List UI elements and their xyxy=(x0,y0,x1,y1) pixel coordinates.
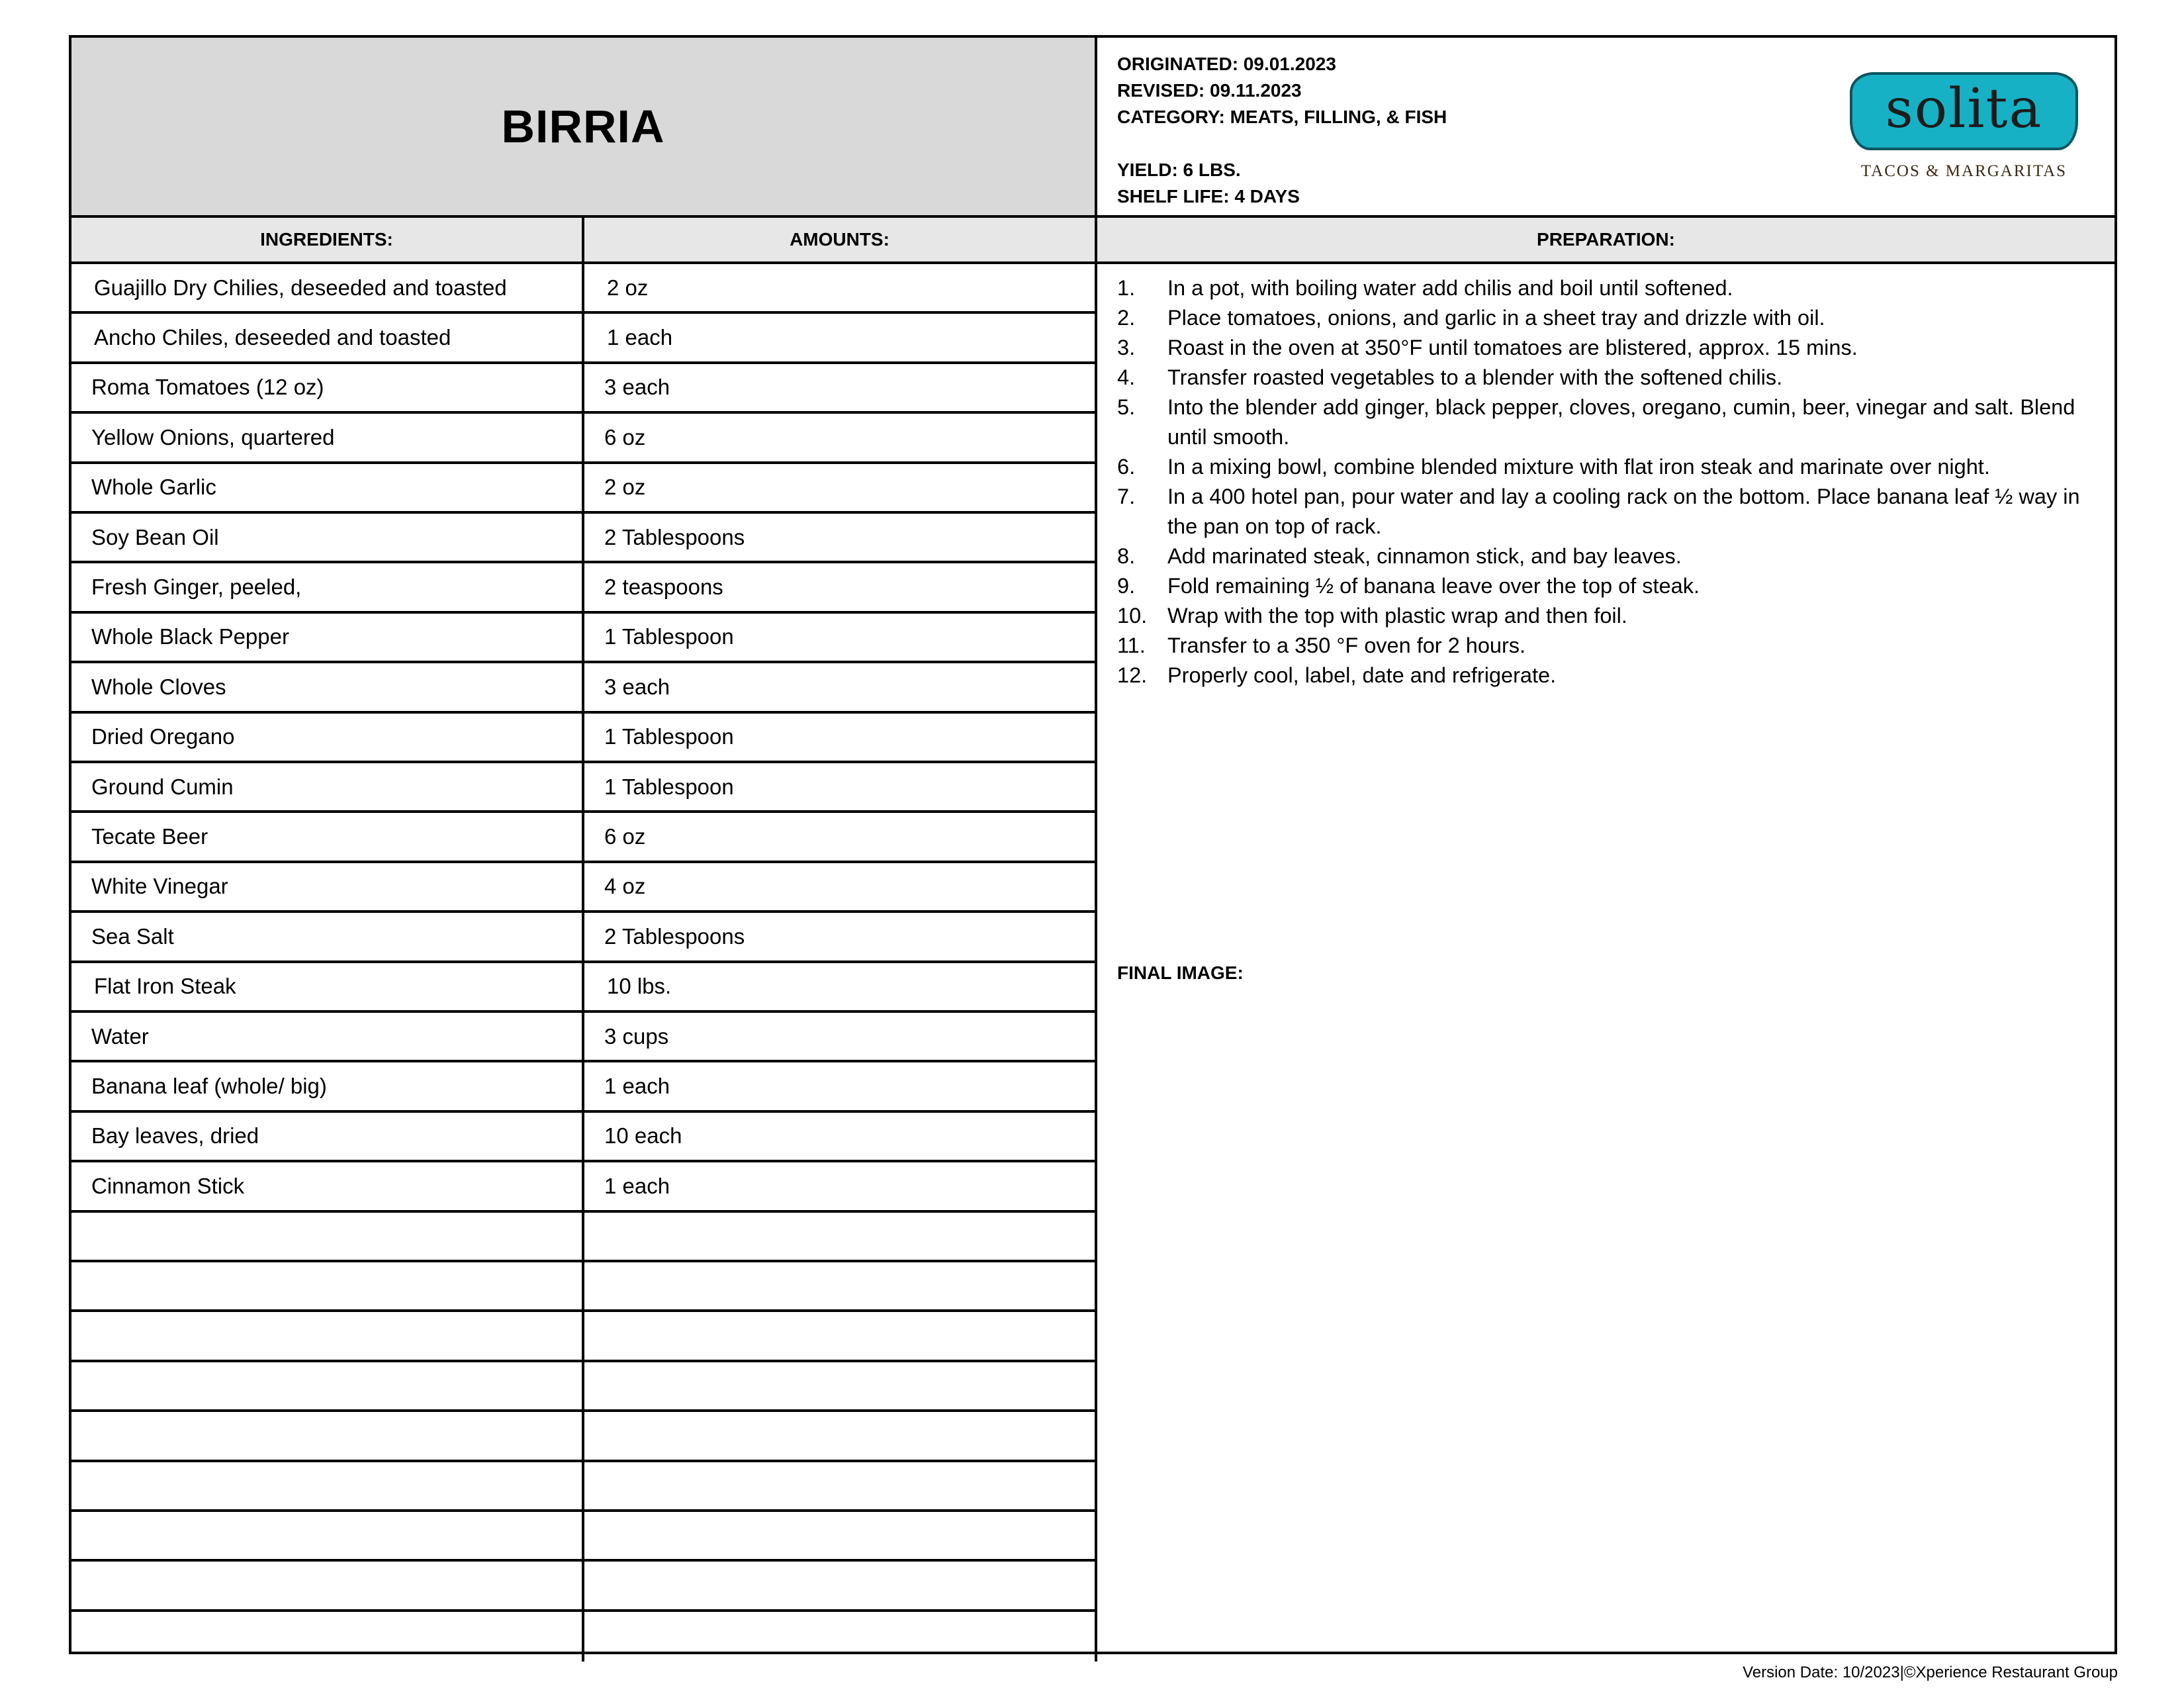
ingredient-amount: 2 Tablespoons xyxy=(584,514,1097,561)
preparation-steps xyxy=(1117,273,2088,690)
ingredient-amount: 4 oz xyxy=(584,863,1097,910)
ingredient-name: Whole Garlic xyxy=(71,464,584,511)
preparation-step xyxy=(1117,273,2088,303)
table-row xyxy=(71,763,1097,813)
ingredient-amount: 6 oz xyxy=(584,414,1097,461)
meta-cell xyxy=(1097,38,2115,218)
table-row xyxy=(71,1162,1097,1212)
table-row xyxy=(71,1062,1097,1112)
step-number: 3. xyxy=(1117,336,1136,359)
ingredient-name: Whole Cloves xyxy=(71,663,584,710)
table-row xyxy=(71,963,1097,1013)
table-row xyxy=(71,714,1097,763)
table-row xyxy=(71,264,1097,314)
title-cell xyxy=(71,38,1097,218)
ingredient-name: Guajillo Dry Chilies, deseeded and toasted xyxy=(71,264,584,311)
ingredient-name xyxy=(71,1462,584,1509)
preparation-step xyxy=(1117,452,2088,482)
ingredient-amount xyxy=(584,1462,1097,1509)
table-row xyxy=(71,1512,1097,1562)
ingredient-name: Whole Black Pepper xyxy=(71,614,584,661)
category: CATEGORY: MEATS, FILLING, & FISH xyxy=(1117,107,1447,127)
preparation-step xyxy=(1117,333,2088,363)
step-number: 7. xyxy=(1117,485,1136,508)
step-number: 12. xyxy=(1117,663,1148,687)
step-text: Fold remaining ½ of banana leave over the top of steak. xyxy=(1167,574,1700,598)
ingredient-amount: 1 each xyxy=(584,314,1097,361)
ingredient-amount: 1 Tablespoon xyxy=(584,614,1097,661)
table-row xyxy=(71,813,1097,863)
ingredient-name xyxy=(71,1512,584,1559)
step-number: 8. xyxy=(1117,544,1136,568)
table-row xyxy=(71,1262,1097,1312)
table-row xyxy=(71,1562,1097,1611)
table-row xyxy=(71,913,1097,962)
ingredient-amount: 1 each xyxy=(584,1162,1097,1209)
ingredient-amount xyxy=(584,1312,1097,1359)
ingredient-name: Fresh Ginger, peeled, xyxy=(71,563,584,610)
step-number: 10. xyxy=(1117,604,1148,628)
step-text: Transfer to a 350 °F oven for 2 hours. xyxy=(1167,633,1526,657)
step-number: 4. xyxy=(1117,365,1136,389)
step-number: 9. xyxy=(1117,574,1136,598)
ingredient-amount: 2 oz xyxy=(584,264,1097,311)
table-row xyxy=(71,1013,1097,1062)
recipe-sheet xyxy=(69,35,2117,1654)
ingredients-header: INGREDIENTS: xyxy=(71,218,584,264)
ingredient-name: White Vinegar xyxy=(71,863,584,910)
table-row xyxy=(71,1412,1097,1462)
ingredient-name: Yellow Onions, quartered xyxy=(71,414,584,461)
logo-wordmark: solita xyxy=(1885,77,2043,140)
step-text: Wrap with the top with plastic wrap and then foil. xyxy=(1167,604,1627,628)
ingredient-amount: 10 lbs. xyxy=(584,963,1097,1010)
table-row xyxy=(71,1113,1097,1162)
ingredient-amount: 1 each xyxy=(584,1062,1097,1109)
ingredient-amount xyxy=(584,1362,1097,1409)
table-row xyxy=(71,563,1097,613)
originated-date: ORIGINATED: 09.01.2023 xyxy=(1117,54,1336,74)
step-number: 1. xyxy=(1117,276,1136,300)
ingredient-name: Roma Tomatoes (12 oz) xyxy=(71,364,584,411)
ingredient-amount xyxy=(584,1562,1097,1609)
shelf-life: SHELF LIFE: 4 DAYS xyxy=(1117,186,1300,207)
preparation-step xyxy=(1117,631,2088,661)
table-row xyxy=(71,1312,1097,1362)
table-row xyxy=(71,1213,1097,1262)
recipe-title: BIRRIA xyxy=(501,101,665,152)
step-text: In a mixing bowl, combine blended mixture with flat iron steak and marinate over night. xyxy=(1167,455,1990,479)
step-text: In a 400 hotel pan, pour water and lay a cooling rack on the bottom. Place banana leaf ½ way in the pan on top of rack. xyxy=(1167,485,2080,538)
final-image-label: FINAL IMAGE: xyxy=(1117,962,1244,983)
ingredient-amount xyxy=(584,1512,1097,1559)
ingredient-amount: 2 Tablespoons xyxy=(584,913,1097,960)
preparation-step xyxy=(1117,661,2088,690)
preparation-step xyxy=(1117,363,2088,393)
preparation-step xyxy=(1117,303,2088,333)
table-row xyxy=(71,1362,1097,1412)
amounts-header: AMOUNTS: xyxy=(584,218,1097,264)
revised-date: REVISED: 09.11.2023 xyxy=(1117,80,1302,101)
ingredient-name: Tecate Beer xyxy=(71,813,584,860)
step-number: 6. xyxy=(1117,455,1136,479)
ingredient-name: Cinnamon Stick xyxy=(71,1162,584,1209)
table-row xyxy=(71,1612,1097,1662)
ingredient-amount: 3 each xyxy=(584,663,1097,710)
ingredient-amount: 3 cups xyxy=(584,1013,1097,1060)
ingredient-name: Ancho Chiles, deseeded and toasted xyxy=(71,314,584,361)
recipe-meta xyxy=(1117,51,1447,210)
table-row xyxy=(71,314,1097,363)
table-row xyxy=(71,663,1097,713)
table-row xyxy=(71,464,1097,514)
step-number: 11. xyxy=(1117,633,1146,657)
ingredient-name: Flat Iron Steak xyxy=(71,963,584,1010)
yield: YIELD: 6 LBS. xyxy=(1117,160,1241,180)
ingredient-name: Water xyxy=(71,1013,584,1060)
preparation-step xyxy=(1117,541,2088,571)
version-footer: Version Date: 10/2023|©Xperience Restaurant Group xyxy=(1743,1664,2118,1681)
preparation-header: PREPARATION: xyxy=(1097,218,2115,264)
ingredient-amount: 2 teaspoons xyxy=(584,563,1097,610)
ingredient-name xyxy=(71,1562,584,1609)
preparation-area xyxy=(1097,264,2115,1652)
ingredient-name xyxy=(71,1312,584,1359)
ingredient-name xyxy=(71,1213,584,1260)
preparation-step xyxy=(1117,393,2088,452)
table-row xyxy=(71,1462,1097,1512)
table-row xyxy=(71,863,1097,913)
ingredient-amount: 1 Tablespoon xyxy=(584,763,1097,810)
ingredient-name xyxy=(71,1262,584,1309)
step-text: Transfer roasted vegetables to a blender with the softened chilis. xyxy=(1167,365,1783,389)
step-text: Place tomatoes, onions, and garlic in a sheet tray and drizzle with oil. xyxy=(1167,306,1825,330)
ingredient-name: Dried Oregano xyxy=(71,714,584,761)
step-text: In a pot, with boiling water add chilis and boil until softened. xyxy=(1167,276,1733,300)
preparation-step xyxy=(1117,601,2088,631)
ingredient-name: Sea Salt xyxy=(71,913,584,960)
step-text: Into the blender add ginger, black pepper, cloves, oregano, cumin, beer, vinegar and salt. Blend until smooth. xyxy=(1167,395,2075,449)
ingredient-name: Ground Cumin xyxy=(71,763,584,810)
solita-logo xyxy=(1850,72,2088,218)
ingredient-name: Banana leaf (whole/ big) xyxy=(71,1062,584,1109)
ingredient-amount: 3 each xyxy=(584,364,1097,411)
step-number: 2. xyxy=(1117,306,1136,330)
ingredient-table xyxy=(71,264,1097,1652)
logo-tagline: TACOS & MARGARITAS xyxy=(1860,162,2068,180)
table-row xyxy=(71,364,1097,414)
meta-spacer xyxy=(1117,130,1447,157)
ingredient-amount xyxy=(584,1262,1097,1309)
table-row xyxy=(71,414,1097,463)
step-text: Add marinated steak, cinnamon stick, and bay leaves. xyxy=(1167,544,1682,568)
step-text: Properly cool, label, date and refrigerate. xyxy=(1167,663,1557,687)
step-text: Roast in the oven at 350°F until tomatoes are blistered, approx. 15 mins. xyxy=(1167,336,1858,359)
ingredient-amount xyxy=(584,1612,1097,1662)
ingredient-amount: 10 each xyxy=(584,1113,1097,1160)
preparation-step xyxy=(1117,482,2088,541)
ingredient-name xyxy=(71,1362,584,1409)
preparation-step xyxy=(1117,571,2088,601)
ingredient-name: Soy Bean Oil xyxy=(71,514,584,561)
ingredient-amount: 2 oz xyxy=(584,464,1097,511)
ingredient-amount xyxy=(584,1213,1097,1260)
ingredient-amount xyxy=(584,1412,1097,1459)
ingredient-amount: 6 oz xyxy=(584,813,1097,860)
logo-badge xyxy=(1850,72,2078,150)
step-number: 5. xyxy=(1117,395,1136,419)
ingredient-name: Bay leaves, dried xyxy=(71,1113,584,1160)
table-row xyxy=(71,514,1097,563)
table-row xyxy=(71,614,1097,663)
ingredient-name xyxy=(71,1612,584,1662)
ingredient-amount: 1 Tablespoon xyxy=(584,714,1097,761)
ingredient-name xyxy=(71,1412,584,1459)
